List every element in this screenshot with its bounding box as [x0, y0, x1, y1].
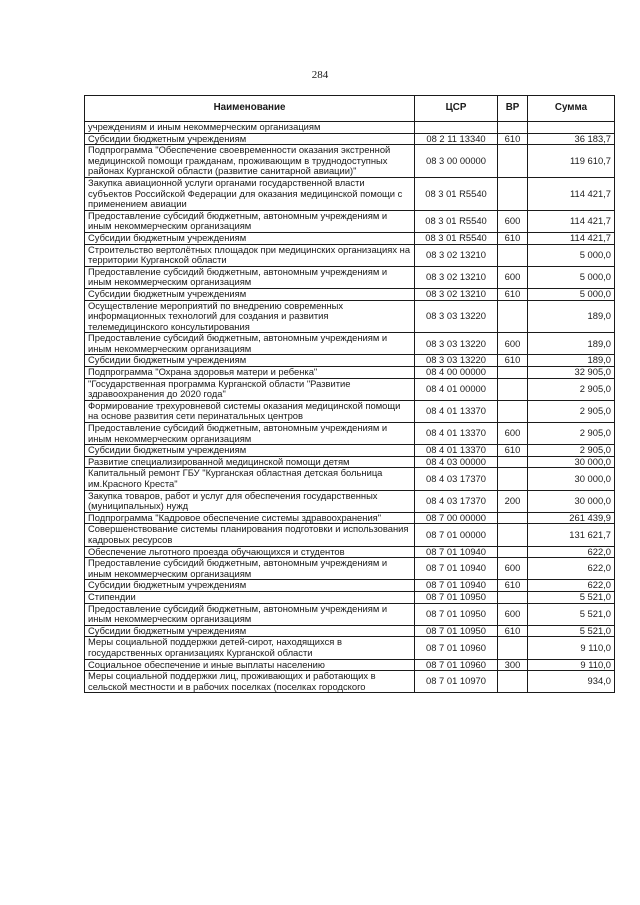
- cell-csr: [415, 122, 498, 134]
- cell-vr: [498, 591, 528, 603]
- cell-name: Социальное обеспечение и иные выплаты населению: [85, 659, 415, 671]
- cell-name: Совершенствование системы планирования подготовки и использования кадровых ресурсов: [85, 524, 415, 546]
- cell-sum: 2 905,0: [528, 423, 615, 445]
- table-row: [85, 603, 615, 625]
- table-row: [85, 659, 615, 671]
- cell-csr: 08 3 01 R5540: [415, 232, 498, 244]
- cell-vr: 600: [498, 603, 528, 625]
- cell-vr: [498, 512, 528, 524]
- cell-name: Подпрограмма "Обеспечение своевременности оказания экстренной медицинской помощи гражданам, проживающим в труднодоступных районах Курганской области (развитие санитарной авиации)": [85, 145, 415, 178]
- header-name: Наименование: [85, 96, 415, 122]
- cell-name: Подпрограмма "Охрана здоровья матери и ребенка": [85, 367, 415, 379]
- cell-vr: [498, 300, 528, 333]
- cell-name: "Государственная программа Курганской области "Развитие здравоохранения до 2020 года": [85, 378, 415, 400]
- cell-csr: 08 7 01 10950: [415, 603, 498, 625]
- table-row: [85, 524, 615, 546]
- cell-name: Формирование трехуровневой системы оказания медицинской помощи на основе развития сети перинатальных центров: [85, 400, 415, 422]
- cell-sum: 622,0: [528, 580, 615, 592]
- cell-csr: 08 7 01 10960: [415, 637, 498, 659]
- cell-csr: 08 3 02 13210: [415, 288, 498, 300]
- cell-csr: 08 2 11 13340: [415, 133, 498, 145]
- cell-sum: 114 421,7: [528, 232, 615, 244]
- cell-vr: 610: [498, 580, 528, 592]
- cell-name: Предоставление субсидий бюджетным, автономным учреждениям и иным некоммерческим организациям: [85, 266, 415, 288]
- cell-vr: [498, 145, 528, 178]
- cell-vr: 610: [498, 133, 528, 145]
- cell-sum: 2 905,0: [528, 445, 615, 457]
- cell-vr: 600: [498, 333, 528, 355]
- table-row: [85, 546, 615, 558]
- table-row: [85, 333, 615, 355]
- cell-vr: [498, 524, 528, 546]
- header-csr: ЦСР: [415, 96, 498, 122]
- cell-csr: 08 3 00 00000: [415, 145, 498, 178]
- cell-vr: [498, 122, 528, 134]
- cell-sum: 261 439,9: [528, 512, 615, 524]
- cell-vr: [498, 637, 528, 659]
- cell-csr: 08 7 01 10970: [415, 671, 498, 693]
- cell-sum: [528, 122, 615, 134]
- cell-name: Капитальный ремонт ГБУ "Курганская областная детская больница им.Красного Креста": [85, 468, 415, 490]
- table-row: [85, 400, 615, 422]
- table-row: [85, 490, 615, 512]
- cell-name: Субсидии бюджетным учреждениям: [85, 232, 415, 244]
- table-row: [85, 580, 615, 592]
- header-sum: Сумма: [528, 96, 615, 122]
- table-row: [85, 133, 615, 145]
- page-number: 284: [311, 69, 329, 81]
- cell-name: Субсидии бюджетным учреждениям: [85, 625, 415, 637]
- cell-name: Субсидии бюджетным учреждениям: [85, 288, 415, 300]
- cell-csr: 08 7 01 10940: [415, 580, 498, 592]
- cell-vr: [498, 367, 528, 379]
- table-row: [85, 625, 615, 637]
- cell-sum: 114 421,7: [528, 177, 615, 210]
- cell-vr: 300: [498, 659, 528, 671]
- cell-vr: 610: [498, 625, 528, 637]
- cell-csr: 08 3 03 13220: [415, 333, 498, 355]
- cell-sum: 934,0: [528, 671, 615, 693]
- cell-sum: 114 421,7: [528, 210, 615, 232]
- cell-sum: 622,0: [528, 558, 615, 580]
- table-row: [85, 288, 615, 300]
- cell-name: Стипендии: [85, 591, 415, 603]
- header-vr: ВР: [498, 96, 528, 122]
- budget-table: [84, 95, 615, 693]
- cell-vr: 600: [498, 266, 528, 288]
- cell-sum: 30 000,0: [528, 456, 615, 468]
- cell-sum: 30 000,0: [528, 468, 615, 490]
- cell-name: Предоставление субсидий бюджетным, автономным учреждениям и иным некоммерческим организациям: [85, 333, 415, 355]
- cell-name: учреждениям и иным некоммерческим организациям: [85, 122, 415, 134]
- cell-sum: 5 521,0: [528, 603, 615, 625]
- table-row: [85, 423, 615, 445]
- table-row: [85, 468, 615, 490]
- table-row: [85, 558, 615, 580]
- table-row: [85, 210, 615, 232]
- cell-csr: 08 7 01 10950: [415, 625, 498, 637]
- cell-name: Развитие специализированной медицинской помощи детям: [85, 456, 415, 468]
- cell-name: Предоставление субсидий бюджетным, автономным учреждениям и иным некоммерческим организациям: [85, 558, 415, 580]
- cell-vr: [498, 468, 528, 490]
- cell-sum: 5 000,0: [528, 266, 615, 288]
- table-row: [85, 177, 615, 210]
- cell-vr: [498, 456, 528, 468]
- cell-vr: 600: [498, 423, 528, 445]
- table-row: [85, 232, 615, 244]
- cell-vr: [498, 671, 528, 693]
- cell-sum: 5 521,0: [528, 591, 615, 603]
- header-row: [85, 96, 615, 122]
- cell-csr: 08 4 01 00000: [415, 378, 498, 400]
- cell-sum: 2 905,0: [528, 378, 615, 400]
- table-row: [85, 591, 615, 603]
- table-header: [85, 96, 615, 122]
- table-row: [85, 671, 615, 693]
- cell-name: Подпрограмма "Кадровое обеспечение системы здравоохранения": [85, 512, 415, 524]
- table-body: [85, 122, 615, 693]
- cell-csr: 08 3 01 R5540: [415, 177, 498, 210]
- cell-csr: 08 7 01 10960: [415, 659, 498, 671]
- cell-vr: [498, 378, 528, 400]
- table-row: [85, 266, 615, 288]
- cell-vr: [498, 400, 528, 422]
- cell-csr: 08 4 01 13370: [415, 400, 498, 422]
- cell-name: Предоставление субсидий бюджетным, автономным учреждениям и иным некоммерческим организациям: [85, 603, 415, 625]
- cell-sum: 32 905,0: [528, 367, 615, 379]
- cell-name: Закупка товаров, работ и услуг для обеспечения государственных (муниципальных) нужд: [85, 490, 415, 512]
- table-row: [85, 456, 615, 468]
- cell-vr: 610: [498, 232, 528, 244]
- table-row: [85, 355, 615, 367]
- cell-csr: 08 3 03 13220: [415, 355, 498, 367]
- cell-sum: 189,0: [528, 355, 615, 367]
- cell-csr: 08 7 01 10940: [415, 546, 498, 558]
- cell-name: Обеспечение льготного проезда обучающихся и студентов: [85, 546, 415, 558]
- cell-sum: 30 000,0: [528, 490, 615, 512]
- cell-sum: 189,0: [528, 333, 615, 355]
- table-row: [85, 378, 615, 400]
- cell-vr: 610: [498, 355, 528, 367]
- cell-csr: 08 3 03 13220: [415, 300, 498, 333]
- cell-vr: [498, 244, 528, 266]
- cell-name: Строительство вертолётных площадок при медицинских организациях на территории Курганской области: [85, 244, 415, 266]
- table-row: [85, 122, 615, 134]
- cell-csr: 08 3 02 13210: [415, 266, 498, 288]
- cell-vr: 610: [498, 445, 528, 457]
- cell-name: Меры социальной поддержки лиц, проживающих и работающих в сельской местности и в рабочих поселках (поселках городского: [85, 671, 415, 693]
- cell-name: Субсидии бюджетным учреждениям: [85, 445, 415, 457]
- table-row: [85, 367, 615, 379]
- cell-name: Предоставление субсидий бюджетным, автономным учреждениям и иным некоммерческим организациям: [85, 210, 415, 232]
- table-row: [85, 300, 615, 333]
- cell-csr: 08 7 01 00000: [415, 524, 498, 546]
- cell-csr: 08 3 01 R5540: [415, 210, 498, 232]
- cell-name: Осуществление мероприятий по внедрению современных информационных технологий для создания и развития телемедицинского консультирования: [85, 300, 415, 333]
- cell-csr: 08 4 03 17370: [415, 468, 498, 490]
- cell-csr: 08 4 03 00000: [415, 456, 498, 468]
- cell-sum: 5 521,0: [528, 625, 615, 637]
- cell-csr: 08 3 02 13210: [415, 244, 498, 266]
- cell-vr: 610: [498, 288, 528, 300]
- cell-sum: 119 610,7: [528, 145, 615, 178]
- table-row: [85, 445, 615, 457]
- cell-name: Субсидии бюджетным учреждениям: [85, 355, 415, 367]
- cell-csr: 08 4 01 13370: [415, 423, 498, 445]
- cell-csr: 08 7 00 00000: [415, 512, 498, 524]
- cell-csr: 08 7 01 10940: [415, 558, 498, 580]
- cell-sum: 189,0: [528, 300, 615, 333]
- cell-name: Меры социальной поддержки детей-сирот, находящихся в государственных организациях Курганской области: [85, 637, 415, 659]
- cell-csr: 08 4 00 00000: [415, 367, 498, 379]
- cell-vr: 200: [498, 490, 528, 512]
- cell-csr: 08 4 01 13370: [415, 445, 498, 457]
- cell-name: Субсидии бюджетным учреждениям: [85, 133, 415, 145]
- cell-name: Предоставление субсидий бюджетным, автономным учреждениям и иным некоммерческим организациям: [85, 423, 415, 445]
- cell-sum: 9 110,0: [528, 637, 615, 659]
- cell-sum: 131 621,7: [528, 524, 615, 546]
- cell-vr: [498, 546, 528, 558]
- table-row: [85, 512, 615, 524]
- cell-sum: 622,0: [528, 546, 615, 558]
- cell-vr: 600: [498, 558, 528, 580]
- cell-vr: [498, 177, 528, 210]
- cell-csr: 08 7 01 10950: [415, 591, 498, 603]
- cell-sum: 5 000,0: [528, 244, 615, 266]
- cell-sum: 2 905,0: [528, 400, 615, 422]
- cell-sum: 9 110,0: [528, 659, 615, 671]
- cell-vr: 600: [498, 210, 528, 232]
- cell-sum: 36 183,7: [528, 133, 615, 145]
- cell-name: Закупка авиационной услуги органами государственной власти субъектов Российской Федерации для оказания медицинской помощи с применением авиации: [85, 177, 415, 210]
- cell-name: Субсидии бюджетным учреждениям: [85, 580, 415, 592]
- cell-csr: 08 4 03 17370: [415, 490, 498, 512]
- table-row: [85, 145, 615, 178]
- table-row: [85, 244, 615, 266]
- cell-sum: 5 000,0: [528, 288, 615, 300]
- table-row: [85, 637, 615, 659]
